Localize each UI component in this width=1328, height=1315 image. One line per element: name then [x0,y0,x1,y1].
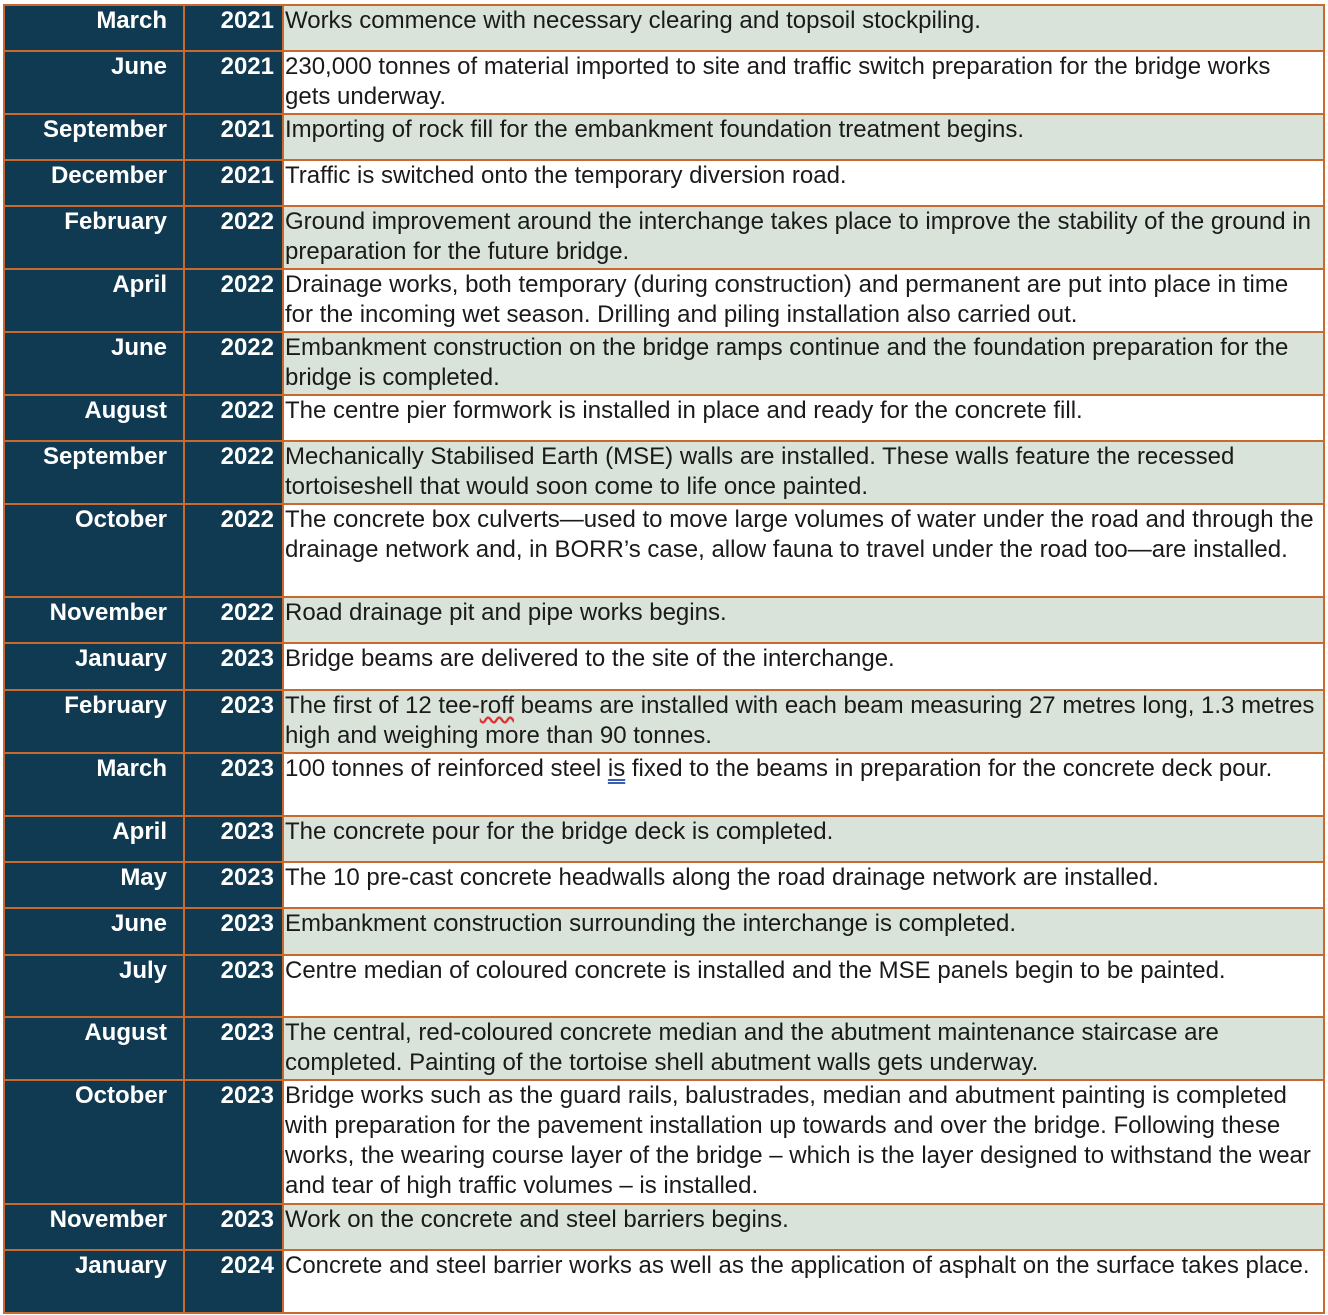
description-cell: 230,000 tonnes of material imported to site and traffic switch preparation for the bridge works gets underway. [283,51,1324,114]
year-cell: 2021 [184,5,283,51]
table-row [4,690,1324,753]
year-cell: 2023 [184,643,283,690]
description-cell: The concrete pour for the bridge deck is completed. [283,816,1324,862]
description-cell: Drainage works, both temporary (during construction) and permanent are put into place in time for the incoming wet season. Drilling and piling installation also carried out. [283,269,1324,332]
month-cell: November [4,597,184,643]
description-cell [283,753,1324,816]
spelling-flag[interactable]: roff [479,692,515,719]
table-row [4,441,1324,504]
month-cell: August [4,395,184,441]
month-cell: June [4,332,184,395]
table-row [4,160,1324,206]
month-cell: June [4,51,184,114]
description-cell: The concrete box culverts—used to move large volumes of water under the road and through the drainage network and, in BORR’s case, allow fauna to travel under the road too—are installed. [283,504,1324,597]
description-cell: Work on the concrete and steel barriers begins. [283,1204,1324,1250]
grammar-flag[interactable]: is [607,755,626,782]
month-cell: June [4,908,184,955]
description-cell: Bridge beams are delivered to the site of the interchange. [283,643,1324,690]
year-cell: 2021 [184,114,283,160]
description-cell: Importing of rock fill for the embankment foundation treatment begins. [283,114,1324,160]
month-cell: October [4,1080,184,1204]
year-cell: 2023 [184,690,283,753]
year-cell: 2022 [184,206,283,269]
table-row [4,753,1324,816]
year-cell: 2021 [184,160,283,206]
year-cell: 2022 [184,597,283,643]
month-cell: August [4,1017,184,1080]
description-text: 100 tonnes of reinforced steel [285,755,608,782]
timeline-table [3,4,1325,1314]
description-cell: Works commence with necessary clearing and topsoil stockpiling. [283,5,1324,51]
month-cell: September [4,441,184,504]
month-cell: January [4,1250,184,1313]
table-row [4,1250,1324,1313]
description-cell: Mechanically Stabilised Earth (MSE) walls are installed. These walls feature the recessed tortoiseshell that would soon come to life once painted. [283,441,1324,504]
year-cell: 2022 [184,332,283,395]
description-cell: Embankment construction on the bridge ramps continue and the foundation preparation for the bridge is completed. [283,332,1324,395]
description-cell: The central, red-coloured concrete median and the abutment maintenance staircase are completed. Painting of the tortoise shell abutment walls gets underway. [283,1017,1324,1080]
month-cell: July [4,955,184,1017]
table-row [4,269,1324,332]
description-cell: Bridge works such as the guard rails, balustrades, median and abutment painting is completed with preparation for the pavement installation up towards and over the bridge. Following these works, the wearing course layer of the bridge – which is the layer designed to withstand the wear and tear of high traffic volumes – is installed. [283,1080,1324,1204]
table-row [4,5,1324,51]
year-cell: 2022 [184,395,283,441]
description-cell [283,690,1324,753]
table-row [4,862,1324,908]
description-text: beams are installed with each beam measuring 27 metres long, 1.3 metres high and weighing more than 90 tonnes. [285,692,1315,749]
table-row [4,816,1324,862]
table-row [4,643,1324,690]
year-cell: 2023 [184,862,283,908]
year-cell: 2022 [184,269,283,332]
year-cell: 2023 [184,1017,283,1080]
table-row [4,395,1324,441]
description-cell: Concrete and steel barrier works as well as the application of asphalt on the surface takes place. [283,1250,1324,1313]
description-cell: Ground improvement around the interchange takes place to improve the stability of the ground in preparation for the future bridge. [283,206,1324,269]
description-text: The first of 12 tee- [285,692,480,719]
month-cell: February [4,206,184,269]
table-row [4,504,1324,597]
description-cell: Traffic is switched onto the temporary diversion road. [283,160,1324,206]
month-cell: February [4,690,184,753]
month-cell: January [4,643,184,690]
year-cell: 2022 [184,441,283,504]
table-row [4,1204,1324,1250]
table-row [4,114,1324,160]
table-row [4,1017,1324,1080]
month-cell: November [4,1204,184,1250]
year-cell: 2023 [184,1080,283,1204]
month-cell: April [4,269,184,332]
table-row [4,908,1324,955]
description-text: fixed to the beams in preparation for the concrete deck pour. [625,755,1273,782]
month-cell: December [4,160,184,206]
year-cell: 2023 [184,816,283,862]
month-cell: March [4,5,184,51]
description-cell: The 10 pre-cast concrete headwalls along the road drainage network are installed. [283,862,1324,908]
table-row [4,597,1324,643]
year-cell: 2022 [184,504,283,597]
year-cell: 2023 [184,1204,283,1250]
description-cell: The centre pier formwork is installed in place and ready for the concrete fill. [283,395,1324,441]
month-cell: April [4,816,184,862]
description-cell: Embankment construction surrounding the interchange is completed. [283,908,1324,955]
month-cell: May [4,862,184,908]
timeline-body [4,5,1324,1313]
table-row [4,955,1324,1017]
table-row [4,1080,1324,1204]
year-cell: 2023 [184,753,283,816]
month-cell: October [4,504,184,597]
month-cell: September [4,114,184,160]
year-cell: 2021 [184,51,283,114]
table-row [4,51,1324,114]
year-cell: 2023 [184,908,283,955]
table-row [4,206,1324,269]
table-row [4,332,1324,395]
year-cell: 2024 [184,1250,283,1313]
month-cell: March [4,753,184,816]
description-cell: Road drainage pit and pipe works begins. [283,597,1324,643]
description-cell: Centre median of coloured concrete is installed and the MSE panels begin to be painted. [283,955,1324,1017]
year-cell: 2023 [184,955,283,1017]
